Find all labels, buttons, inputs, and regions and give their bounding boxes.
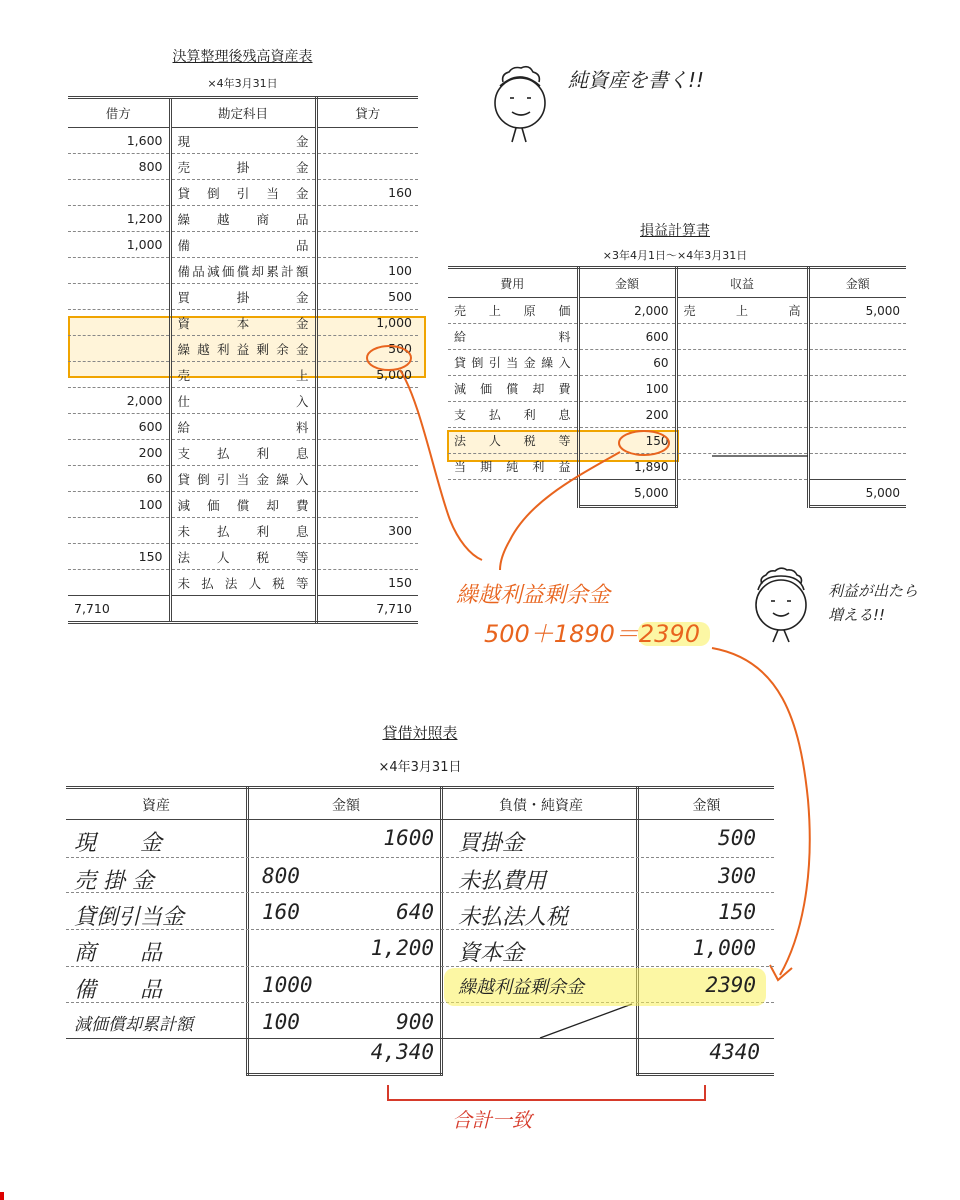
tb-credit (316, 440, 418, 466)
tb-account-label: 法人税等 (177, 549, 309, 565)
tb-account (170, 180, 316, 206)
tb-row (68, 206, 418, 232)
note-right-face-1: 利益が出たら (828, 582, 919, 600)
tb-row (68, 388, 418, 414)
is-header-expense-amount: 金額 (578, 268, 676, 298)
bs-asset-amount: 900 (396, 1010, 434, 1034)
tb-account (170, 440, 316, 466)
is-header-revenue-amount: 金額 (808, 268, 906, 298)
tb-credit (316, 232, 418, 258)
bs-asset-sub: 160 (262, 900, 300, 924)
tb-debit: 150 (68, 544, 170, 570)
bs-asset-name: 備 品 (74, 978, 163, 1003)
is-row (448, 454, 906, 480)
tb-credit: 300 (316, 518, 418, 544)
is-expense-label: 減価償却費 (454, 382, 571, 396)
tb-header-credit: 貸方 (316, 98, 418, 128)
is-row (448, 324, 906, 350)
tb-debit: 1,200 (68, 206, 170, 232)
tb-account-label: 売掛金 (177, 159, 309, 175)
tb-credit: 100 (316, 258, 418, 284)
tb-account-label: 仕入 (177, 393, 309, 409)
is-revenue-label: 売上高 (683, 304, 801, 318)
tb-account (170, 362, 316, 388)
is-revenue-amount (808, 454, 906, 480)
tb-account-label: 給料 (177, 419, 309, 435)
tb-credit (316, 128, 418, 154)
bs-total-assets: 4,340 (370, 1040, 434, 1064)
tb-row (68, 284, 418, 310)
is-revenue-amount: 5,000 (808, 298, 906, 324)
bs-asset-name: 売 掛 金 (74, 869, 154, 894)
tb-row (68, 336, 418, 362)
is-expense (448, 454, 578, 480)
tb-total-debit: 7,710 (68, 596, 170, 623)
tb-account-label: 貸倒引当金 (177, 185, 309, 201)
bs-liability-amount: 150 (718, 900, 756, 924)
tb-row (68, 466, 418, 492)
is-revenue-amount (808, 376, 906, 402)
is-expense (448, 350, 578, 376)
income-statement-period: ×3年4月1日～×4年3月31日 (602, 249, 748, 262)
is-revenue (676, 402, 808, 428)
tb-account (170, 388, 316, 414)
face-doodle-top (495, 67, 545, 142)
tb-credit (316, 206, 418, 232)
tb-account (170, 336, 316, 362)
bs-liability-name: 繰越利益剰余金 (458, 977, 584, 998)
trial-balance-title: 決算整理後残高資産表 (172, 49, 313, 65)
tb-debit: 1,600 (68, 128, 170, 154)
tb-row (68, 154, 418, 180)
tb-debit: 100 (68, 492, 170, 518)
is-header-expense: 費用 (448, 268, 578, 298)
tb-account-label: 買掛金 (177, 289, 309, 305)
is-expense-label: 給料 (454, 330, 571, 344)
tb-debit (68, 180, 170, 206)
tb-credit (316, 466, 418, 492)
bs-asset-amount: 1,200 (370, 936, 434, 960)
is-expense-amount: 60 (578, 350, 676, 376)
bs-liability-amount: 300 (718, 864, 756, 888)
tb-header-account: 勘定科目 (170, 98, 316, 128)
face-doodle-right (756, 568, 806, 642)
is-revenue-amount (808, 428, 906, 454)
bs-liability-name: 買掛金 (458, 831, 525, 856)
is-revenue-amount (808, 324, 906, 350)
tb-debit (68, 518, 170, 544)
bs-liability-amount: 2390 (705, 973, 756, 997)
is-total-expense: 5,000 (578, 480, 676, 507)
note-total-match: 合計一致 (452, 1108, 532, 1132)
tb-account-label: 未払利息 (177, 523, 309, 539)
is-row (448, 350, 906, 376)
tb-account (170, 310, 316, 336)
tb-account-label: 減価償却費 (177, 497, 309, 513)
tb-header-debit: 借方 (68, 98, 170, 128)
is-total-spacer-2 (676, 480, 808, 507)
income-statement-rows (448, 298, 906, 507)
tb-account-label: 支払利息 (177, 445, 309, 461)
tb-debit: 2,000 (68, 388, 170, 414)
is-expense-amount: 1,890 (578, 454, 676, 480)
bs-header-assets: 資産 (142, 798, 170, 814)
trial-balance-date: ×4年3月31日 (207, 77, 278, 90)
is-expense-label: 貸倒引当金繰入 (454, 356, 571, 370)
tb-account-label: 繰越商品 (177, 211, 309, 227)
tb-debit (68, 362, 170, 388)
bs-liability-name: 未払費用 (458, 869, 547, 894)
bs-header-asset-amount: 金額 (332, 798, 360, 814)
income-statement-title: 損益計算書 (640, 223, 710, 239)
balance-sheet-date: ×4年3月31日 (378, 760, 462, 775)
is-expense-amount: 150 (578, 428, 676, 454)
note-top-face: 純資産を書く!! (568, 68, 705, 92)
tb-row (68, 258, 418, 284)
tb-row (68, 518, 418, 544)
tb-row (68, 180, 418, 206)
tb-account (170, 154, 316, 180)
tb-account-label: 現金 (177, 133, 309, 149)
is-expense-label: 売上原価 (454, 304, 571, 318)
bs-asset-amount: 640 (396, 900, 434, 924)
bs-asset-sub: 800 (262, 864, 300, 888)
bs-total-liabilities: 4340 (709, 1040, 760, 1064)
tb-credit: 5,000 (316, 362, 418, 388)
tb-account (170, 466, 316, 492)
is-revenue (676, 376, 808, 402)
tb-row (68, 310, 418, 336)
tb-account (170, 492, 316, 518)
bs-liability-name: 資本金 (458, 941, 525, 966)
tb-account-label: 備品 (177, 237, 309, 253)
tb-total-row (68, 596, 418, 623)
tb-debit: 800 (68, 154, 170, 180)
bs-asset-name: 貸倒引当金 (74, 905, 185, 930)
is-revenue (676, 428, 808, 454)
tb-debit (68, 570, 170, 596)
tb-account (170, 414, 316, 440)
tb-credit (316, 492, 418, 518)
tb-debit: 60 (68, 466, 170, 492)
tb-credit (316, 414, 418, 440)
tb-row (68, 362, 418, 388)
tb-debit (68, 336, 170, 362)
is-row (448, 376, 906, 402)
tb-debit (68, 284, 170, 310)
note-orange-label: 繰越利益剰余金 (456, 583, 611, 608)
bs-asset-sub: 1000 (262, 973, 313, 997)
tb-debit (68, 310, 170, 336)
is-expense (448, 402, 578, 428)
tb-account-label: 備品減価償却累計額 (177, 263, 309, 279)
tb-account (170, 544, 316, 570)
bs-liability-name: 未払法人税 (458, 905, 569, 930)
tb-credit (316, 154, 418, 180)
bs-asset-name: 商 品 (74, 941, 163, 966)
tb-account-label: 売上 (177, 367, 309, 383)
tb-debit (68, 258, 170, 284)
tb-total-spacer (170, 596, 316, 623)
is-header-revenue: 収益 (676, 268, 808, 298)
tb-account (170, 258, 316, 284)
tb-account (170, 128, 316, 154)
trial-balance-rows (68, 128, 418, 623)
bs-asset-name: 現 金 (74, 831, 163, 856)
is-row (448, 402, 906, 428)
tb-credit (316, 544, 418, 570)
bs-header-liabilities: 負債・純資産 (499, 798, 583, 814)
tb-account-label: 未払法人税等 (177, 575, 309, 591)
tb-debit: 200 (68, 440, 170, 466)
tb-row (68, 492, 418, 518)
is-revenue (676, 298, 808, 324)
is-revenue-amount (808, 402, 906, 428)
is-expense (448, 298, 578, 324)
balance-sheet-title: 貸借対照表 (382, 724, 458, 742)
bs-asset-name: 減価償却累計額 (74, 1015, 193, 1035)
bs-asset-sub: 100 (262, 1010, 300, 1034)
tb-account (170, 518, 316, 544)
tb-credit: 160 (316, 180, 418, 206)
tb-account-label: 資本金 (177, 315, 309, 331)
corner-mark (0, 1192, 4, 1200)
is-row (448, 298, 906, 324)
trial-balance-table (68, 96, 418, 624)
is-expense-label: 法人税等 (454, 434, 571, 448)
tb-credit: 500 (316, 336, 418, 362)
tb-account (170, 284, 316, 310)
is-row (448, 428, 906, 454)
tb-credit: 1,000 (316, 310, 418, 336)
tb-account (170, 232, 316, 258)
tb-account (170, 206, 316, 232)
tb-debit: 600 (68, 414, 170, 440)
tb-debit: 1,000 (68, 232, 170, 258)
is-revenue (676, 324, 808, 350)
bs-liability-amount: 500 (718, 826, 756, 850)
is-revenue (676, 454, 808, 480)
tb-credit: 500 (316, 284, 418, 310)
tb-row (68, 128, 418, 154)
total-match-bracket (388, 1085, 705, 1100)
tb-row (68, 440, 418, 466)
tb-credit (316, 388, 418, 414)
is-total-revenue: 5,000 (808, 480, 906, 507)
income-statement-table (448, 266, 906, 508)
is-expense (448, 324, 578, 350)
is-expense-amount: 200 (578, 402, 676, 428)
tb-row (68, 414, 418, 440)
is-expense (448, 428, 578, 454)
bs-asset-amount: 1600 (383, 826, 434, 850)
is-revenue (676, 350, 808, 376)
is-revenue-amount (808, 350, 906, 376)
tb-row (68, 570, 418, 596)
is-expense-amount: 2,000 (578, 298, 676, 324)
tb-account (170, 570, 316, 596)
is-expense-label: 支払利息 (454, 408, 571, 422)
note-orange-formula: 500＋1890＝2390 (484, 620, 700, 648)
is-total-spacer-1 (448, 480, 578, 507)
is-expense-label: 当期純利益 (454, 460, 571, 474)
bs-header-liability-amount: 金額 (692, 798, 721, 814)
note-right-face-2: 増える!! (828, 606, 886, 624)
tb-total-credit: 7,710 (316, 596, 418, 623)
bs-liability-amount: 1,000 (692, 936, 756, 960)
tb-credit: 150 (316, 570, 418, 596)
tb-row (68, 232, 418, 258)
is-total-row (448, 480, 906, 507)
tb-account-label: 繰越利益剰余金 (177, 341, 309, 357)
tb-row (68, 544, 418, 570)
tb-account-label: 貸倒引当金繰入 (177, 471, 309, 487)
is-expense (448, 376, 578, 402)
is-expense-amount: 600 (578, 324, 676, 350)
is-expense-amount: 100 (578, 376, 676, 402)
